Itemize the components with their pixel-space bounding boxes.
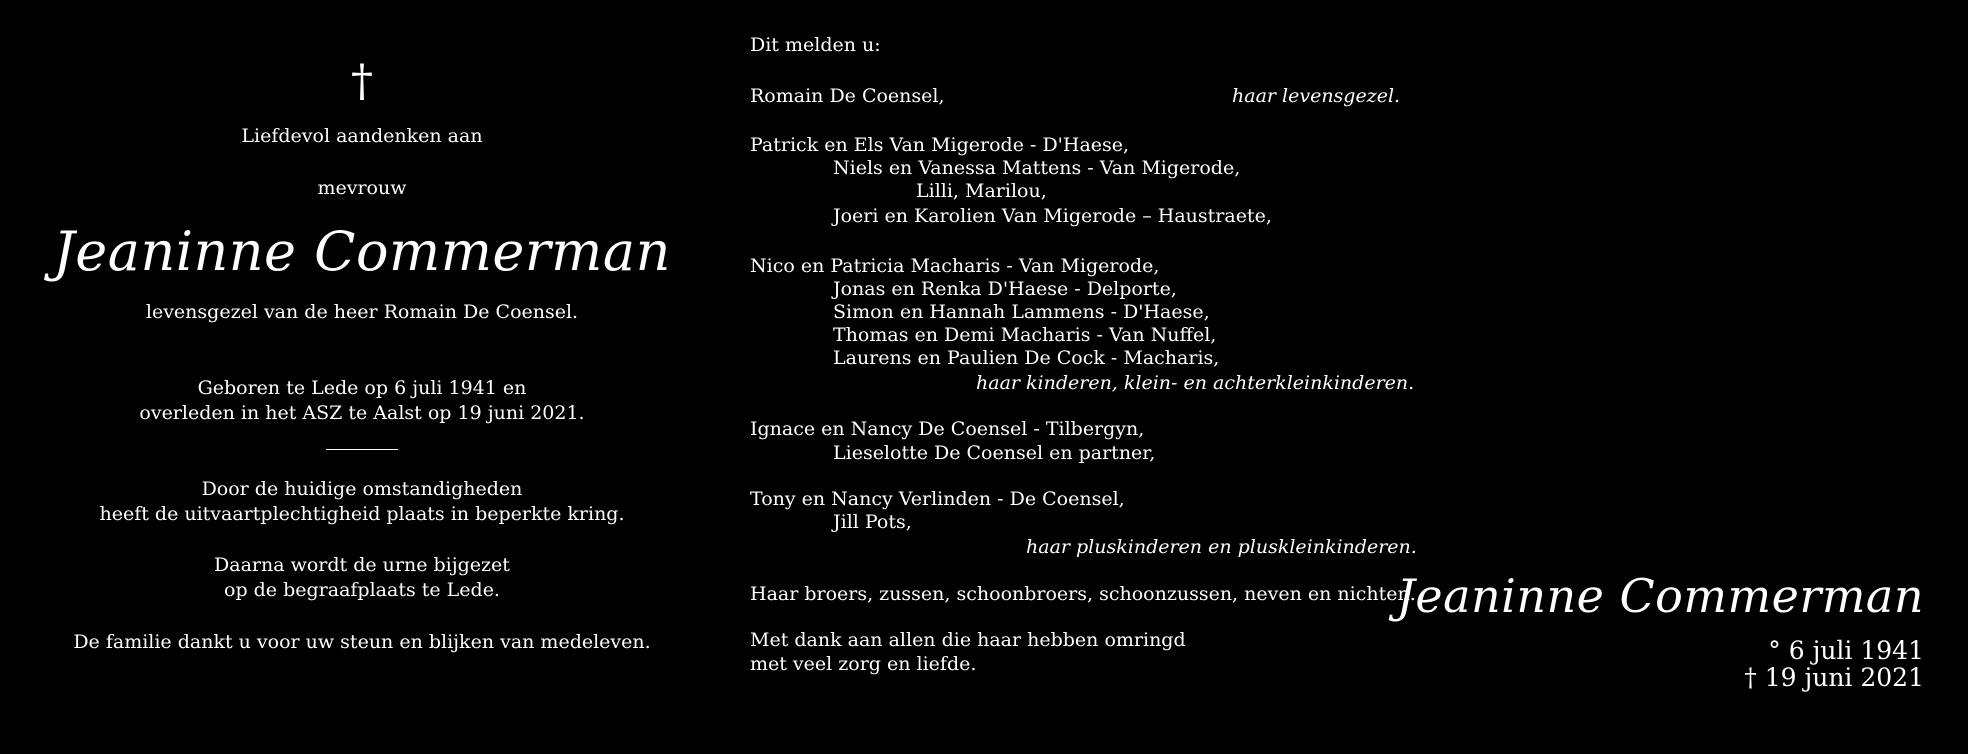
deceased-name: Jeaninne Commerman [53, 220, 671, 283]
family-line: Patrick en Els Van Migerode - D'Haese, [750, 134, 1130, 156]
urn-line-1: Daarna wordt de urne bijgezet [214, 554, 510, 576]
family-line: Niels en Vanessa Mattens - Van Migerode, [833, 157, 1241, 179]
death-line: overleden in het ASZ te Aalst op 19 juni 2021. [139, 402, 585, 424]
family-line: Tony en Nancy Verlinden - De Coensel, [750, 488, 1125, 510]
family-line: Ignace en Nancy De Coensel - Tilbergyn, [750, 418, 1145, 440]
family-line: Jonas en Renka D'Haese - Delporte, [833, 278, 1177, 300]
birth-line: Geboren te Lede op 6 juli 1941 en [197, 377, 527, 399]
cross-icon: † [351, 56, 373, 107]
family-line: Nico en Patricia Macharis - Van Migerode, [750, 255, 1160, 277]
siblings-line: Haar broers, zussen, schoonbroers, schoonzussen, neven en nichten. [750, 583, 1416, 605]
partner-role: haar levensgezel. [1232, 85, 1401, 107]
urn-line-2: op de begraafplaats te Lede. [224, 579, 500, 601]
partner-name: Romain De Coensel, [750, 85, 945, 107]
death-date: † 19 juni 2021 [1744, 663, 1924, 692]
family-line: Lilli, Marilou, [916, 180, 1047, 202]
deceased-name-signature: Jeaninne Commerman [1396, 569, 1924, 623]
memorial-right-panel [1396, 0, 1968, 754]
birth-date: ° 6 juli 1941 [1768, 636, 1924, 665]
title-text: mevrouw [317, 177, 407, 199]
children-role: haar kinderen, klein- en achterkleinkinderen. [976, 372, 1415, 394]
family-line: Joeri en Karolien Van Migerode – Haustraete, [833, 205, 1272, 227]
circumstances-line-1: Door de huidige omstandigheden [201, 478, 523, 500]
family-line: Lieselotte De Coensel en partner, [833, 442, 1156, 464]
pluschildren-role: haar pluskinderen en pluskleinkinderen. [1026, 536, 1417, 558]
thanks-line: De familie dankt u voor uw steun en blijken van medeleven. [73, 631, 651, 653]
memorial-left-panel [0, 0, 724, 754]
family-line: Simon en Hannah Lammens - D'Haese, [833, 301, 1210, 323]
circumstances-line-2: heeft de uitvaartplechtigheid plaats in beperkte kring. [99, 503, 625, 525]
announcement-heading: Dit melden u: [750, 34, 881, 56]
family-line: Jill Pots, [833, 511, 912, 533]
closing-line-2: met veel zorg en liefde. [750, 653, 977, 675]
family-announcement [750, 0, 1450, 754]
divider [326, 449, 398, 450]
family-line: Thomas en Demi Macharis - Van Nuffel, [833, 324, 1217, 346]
partner-line: levensgezel van de heer Romain De Coensel. [145, 301, 579, 323]
intro-text: Liefdevol aandenken aan [241, 125, 483, 147]
closing-line-1: Met dank aan allen die haar hebben omringd [750, 629, 1186, 651]
family-line: Laurens en Paulien De Cock - Macharis, [833, 347, 1220, 369]
